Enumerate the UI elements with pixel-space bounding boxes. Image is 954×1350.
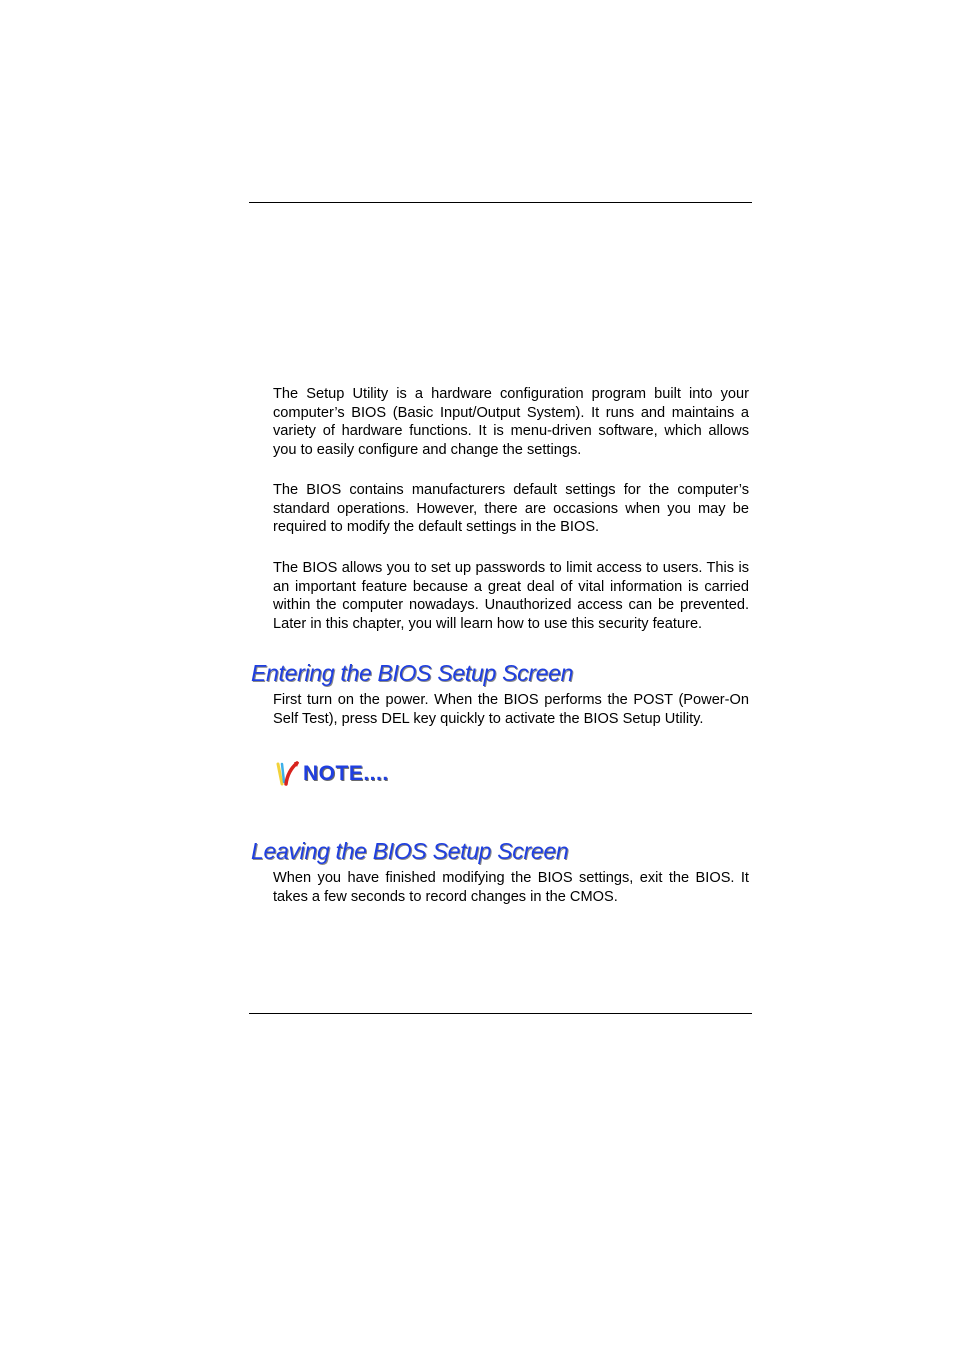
top-rule	[249, 202, 752, 203]
leaving-bios-heading: Leaving the BIOS Setup Screen	[251, 838, 569, 864]
leaving-bios-paragraph: When you have finished modifying the BIOS settings, exit the BIOS. It takes a few seconds to record changes in the CMOS.	[273, 870, 749, 905]
entering-bios-paragraph: First turn on the power. When the BIOS performs the POST (Power-On Self Test), press DEL key quickly to activate the BIOS Setup Utility.	[273, 692, 749, 727]
note-pencil-icon	[275, 760, 301, 788]
intro-paragraph-1: The Setup Utility is a hardware configuration program built into your computer’s BIOS (Basic Input/Output System). It runs and maintains a variety of hardware functions. It is menu-driven software, which allows you to easily configure and change the settings.	[273, 386, 749, 458]
note-label: NOTE....	[303, 762, 389, 785]
entering-bios-heading: Entering the BIOS Setup Screen	[251, 660, 574, 686]
intro-paragraph-3: The BIOS allows you to set up passwords to limit access to users. This is an important feature because a great deal of vital information is carried within the computer nowadays. Unauthorized access can be prevented. Later in this chapter, you will learn how to use this security feature.	[273, 560, 749, 632]
bottom-rule	[249, 1013, 752, 1014]
note-callout	[275, 760, 389, 788]
intro-paragraph-2: The BIOS contains manufacturers default settings for the computer’s standard operations. However, there are occasions when you may be required to modify the default settings in the BIOS.	[273, 482, 749, 536]
